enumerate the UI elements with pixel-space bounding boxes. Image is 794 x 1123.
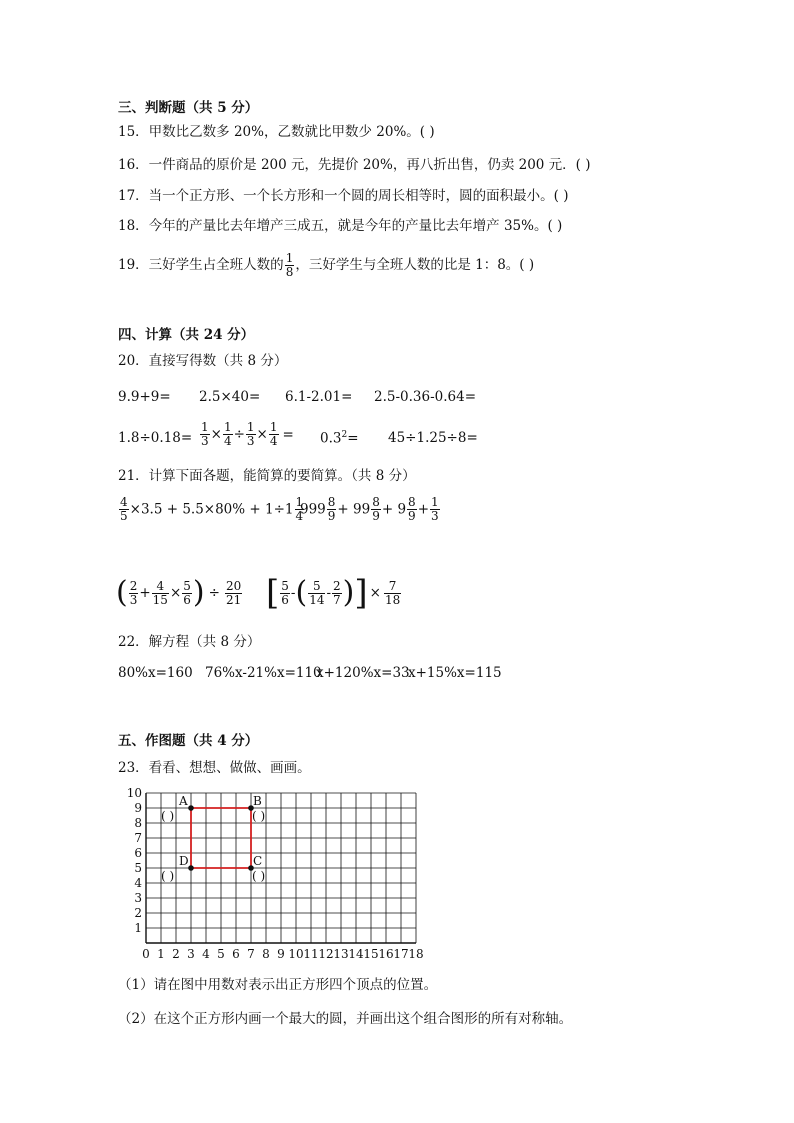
- vertex-coordinate-blank: ( ): [252, 869, 266, 883]
- q20-6-f4-den: 4: [269, 434, 278, 448]
- q21-expr-3: [116, 575, 243, 610]
- q21-3-f1-den: 3: [129, 592, 138, 607]
- x-axis-tick-label: 16: [378, 947, 394, 961]
- x-axis-tick-label: 8: [262, 947, 270, 961]
- question-17: 17．当一个正方形、一个长方形和一个圆的周长相等时，圆的面积最小。( ): [118, 188, 569, 204]
- q21-3-f4-den: 21: [225, 592, 242, 607]
- q20-6-f1-num: 1: [201, 420, 209, 434]
- q20-item-3: 6.1-2.01=: [285, 389, 353, 405]
- q20-7-base: 0.3: [320, 430, 342, 447]
- q21-4-f3-num: 2: [333, 578, 341, 593]
- q21-2-plus1: + 99: [337, 501, 371, 518]
- q21-3-f2-num: 4: [152, 580, 169, 594]
- question-16: 16．一件商品的原价是 200 元，先提价 20%，再八折出售，仍卖 200 元．( ): [118, 157, 591, 173]
- x-axis-tick-label: 4: [202, 947, 210, 961]
- q21-4-rbracket: ]: [354, 573, 368, 613]
- q22-eq-1: 80%x=160: [118, 665, 193, 681]
- q21-3-rparen: ): [192, 575, 205, 610]
- q20-6-f1-den: 3: [201, 434, 209, 448]
- q21-4-op3: ×: [369, 585, 381, 601]
- q21-1-mid: ×3.5 + 5.5×80% + 1÷1: [129, 501, 294, 518]
- y-axis-tick-label: 10: [126, 786, 142, 800]
- vertex-coordinate-blank: ( ): [161, 869, 175, 883]
- q22-eq-2: 76%x-21%x=110: [205, 665, 322, 681]
- q21-2-int: 999: [300, 501, 326, 518]
- q19-suffix: ，三好学生与全班人数的比是 1：8。( ): [295, 257, 535, 273]
- q20-item-8: 45÷1.25÷8=: [388, 430, 478, 446]
- q19-fraction-numerator: 1: [285, 251, 294, 265]
- q21-4-f4-num: 7: [384, 580, 401, 594]
- q21-4-lbracket: [: [266, 573, 280, 613]
- q20-6-f2-num: 1: [223, 420, 232, 434]
- q21-4-f2-num: 5: [308, 580, 325, 594]
- section4-title: 四、计算（共 24 分）: [118, 327, 255, 343]
- x-axis-tick-label: 5: [217, 947, 225, 961]
- q21-3-lparen: (: [116, 575, 128, 610]
- q20-item-7: [320, 430, 359, 447]
- q21-3-op1: +: [139, 585, 151, 601]
- coordinate-grid: [110, 782, 440, 968]
- question-23-1: （1）请在图中用数对表示出正方形四个顶点的位置。: [118, 977, 438, 993]
- q20-item-6: [199, 421, 294, 448]
- q20-6-eq: =: [282, 426, 294, 443]
- q20-6-f3-den: 3: [246, 434, 255, 448]
- q21-4-lparen: (: [295, 575, 308, 610]
- x-axis-tick-label: 13: [333, 947, 349, 961]
- y-axis-tick-label: 2: [134, 906, 142, 920]
- q21-1-f1-num: 4: [120, 495, 128, 509]
- y-axis-tick-label: 8: [134, 816, 142, 830]
- question-23: 23．看看、想想、做做、画画。: [118, 760, 311, 776]
- vertex-label: B: [253, 794, 262, 808]
- q21-4-op1: -: [290, 585, 296, 601]
- x-axis-tick-label: 11: [303, 947, 319, 961]
- q21-3-f1-num: 2: [129, 578, 138, 593]
- q21-4-op2: -: [326, 585, 332, 601]
- section3-title: 三、判断题（共 5 分）: [118, 100, 259, 116]
- question-23-2: （2）在这个正方形内画一个最大的圆，并画出这个组合图形的所有对称轴。: [118, 1011, 573, 1027]
- q21-4-f1-den: 6: [281, 592, 289, 607]
- vertex-coordinate-blank: ( ): [252, 809, 266, 823]
- q22-eq-3: x+120%x=33: [316, 665, 410, 681]
- q20-6-f2-den: 4: [223, 434, 232, 448]
- q21-4-f3-den: 7: [333, 592, 341, 607]
- x-axis-tick-label: 14: [348, 947, 364, 961]
- x-axis-tick-label: 1: [157, 947, 165, 961]
- x-axis-tick-label: 15: [363, 947, 379, 961]
- vertex-label: A: [179, 794, 188, 808]
- vertex-label: D: [179, 854, 189, 868]
- q21-expr-1: [118, 496, 305, 523]
- x-axis-tick-label: 17: [393, 947, 409, 961]
- q21-3-f3-den: 6: [183, 592, 191, 607]
- q19-fraction: [285, 252, 295, 279]
- question-21: 21．计算下面各题，能简算的要简算。（共 8 分）: [118, 468, 416, 484]
- y-axis-tick-label: 3: [134, 891, 142, 905]
- q21-2-f2-num: 8: [372, 495, 380, 509]
- y-axis-tick-label: 6: [134, 846, 142, 860]
- q21-2-f4-num: 1: [431, 495, 439, 509]
- x-axis-tick-label: 12: [318, 947, 334, 961]
- q21-1-f2-den: 4: [295, 509, 304, 523]
- y-axis-tick-label: 5: [134, 861, 142, 875]
- q21-4-f2-den: 14: [309, 592, 325, 607]
- q20-6-op3: ×: [256, 426, 268, 443]
- y-axis-tick-label: 4: [134, 876, 142, 890]
- q21-4-rparen: ): [342, 575, 355, 610]
- vertex-point: [188, 805, 194, 811]
- q21-2-f4-den: 3: [431, 509, 439, 523]
- vertex-point: [188, 865, 194, 871]
- question-15: 15．甲数比乙数多 20%，乙数就比甲数少 20%。( ): [118, 124, 435, 140]
- x-axis-tick-label: 3: [187, 947, 195, 961]
- q21-2-plus3: +: [417, 501, 429, 518]
- vertex-coordinate-blank: ( ): [161, 809, 175, 823]
- y-axis-tick-label: 9: [134, 801, 142, 815]
- q21-2-f1-den: 9: [327, 509, 336, 523]
- q21-2-f2-den: 9: [372, 509, 380, 523]
- q21-3-f2-den: 15: [152, 592, 168, 607]
- q21-4-f4-den: 18: [384, 592, 401, 607]
- q20-6-f3-num: 1: [246, 420, 255, 434]
- x-axis-tick-label: 9: [277, 947, 285, 961]
- q20-7-eq: =: [347, 430, 359, 447]
- q19-fraction-denominator: 8: [285, 265, 294, 279]
- q21-2-plus2: + 9: [381, 501, 407, 518]
- q20-item-1: 9.9+9=: [118, 389, 171, 405]
- q21-4-f1-num: 5: [281, 578, 289, 593]
- q21-2-f3-num: 8: [408, 495, 416, 509]
- q21-3-op3: ÷: [208, 585, 220, 601]
- x-axis-tick-label: 0: [142, 947, 150, 961]
- q21-3-op2: ×: [169, 585, 182, 601]
- x-axis-tick-label: 6: [232, 947, 240, 961]
- x-axis-tick-label: 10: [288, 947, 304, 961]
- y-axis-tick-label: 1: [134, 921, 142, 935]
- q20-item-5: 1.8÷0.18=: [118, 430, 193, 446]
- y-axis-tick-label: 7: [134, 831, 142, 845]
- q20-6-f4-num: 1: [269, 420, 278, 434]
- vertex-label: C: [253, 854, 263, 868]
- q19-prefix: 19．三好学生占全班人数的: [118, 257, 284, 273]
- q20-7-exponent: 2: [341, 430, 348, 440]
- question-22: 22．解方程（共 8 分）: [118, 634, 261, 650]
- x-axis-tick-label: 2: [172, 947, 180, 961]
- question-19: [118, 250, 534, 280]
- q20-6-op2: ÷: [233, 426, 245, 443]
- q20-item-4: 2.5-0.36-0.64=: [374, 389, 477, 405]
- section5-title: 五、作图题（共 4 分）: [118, 733, 259, 749]
- x-axis-tick-label: 7: [247, 947, 255, 961]
- q21-3-f4-num: 20: [225, 578, 242, 593]
- q21-3-f3-num: 5: [183, 578, 191, 593]
- q21-1-f2-num: 1: [295, 495, 304, 509]
- q21-2-f1-num: 8: [327, 495, 336, 509]
- q21-2-f3-den: 9: [408, 509, 416, 523]
- q22-eq-4: x+15%x=115: [408, 665, 502, 681]
- q21-1-f1-den: 5: [120, 509, 128, 523]
- q21-expr-4: [266, 573, 402, 613]
- question-20: 20．直接写得数（共 8 分）: [118, 353, 288, 369]
- q20-item-2: 2.5×40=: [199, 389, 261, 405]
- x-axis-tick-label: 18: [408, 947, 424, 961]
- q20-6-op1: ×: [210, 426, 222, 443]
- question-18: 18．今年的产量比去年增产三成五，就是今年的产量比去年增产 35%。( ): [118, 218, 563, 234]
- q21-expr-2: [300, 496, 441, 523]
